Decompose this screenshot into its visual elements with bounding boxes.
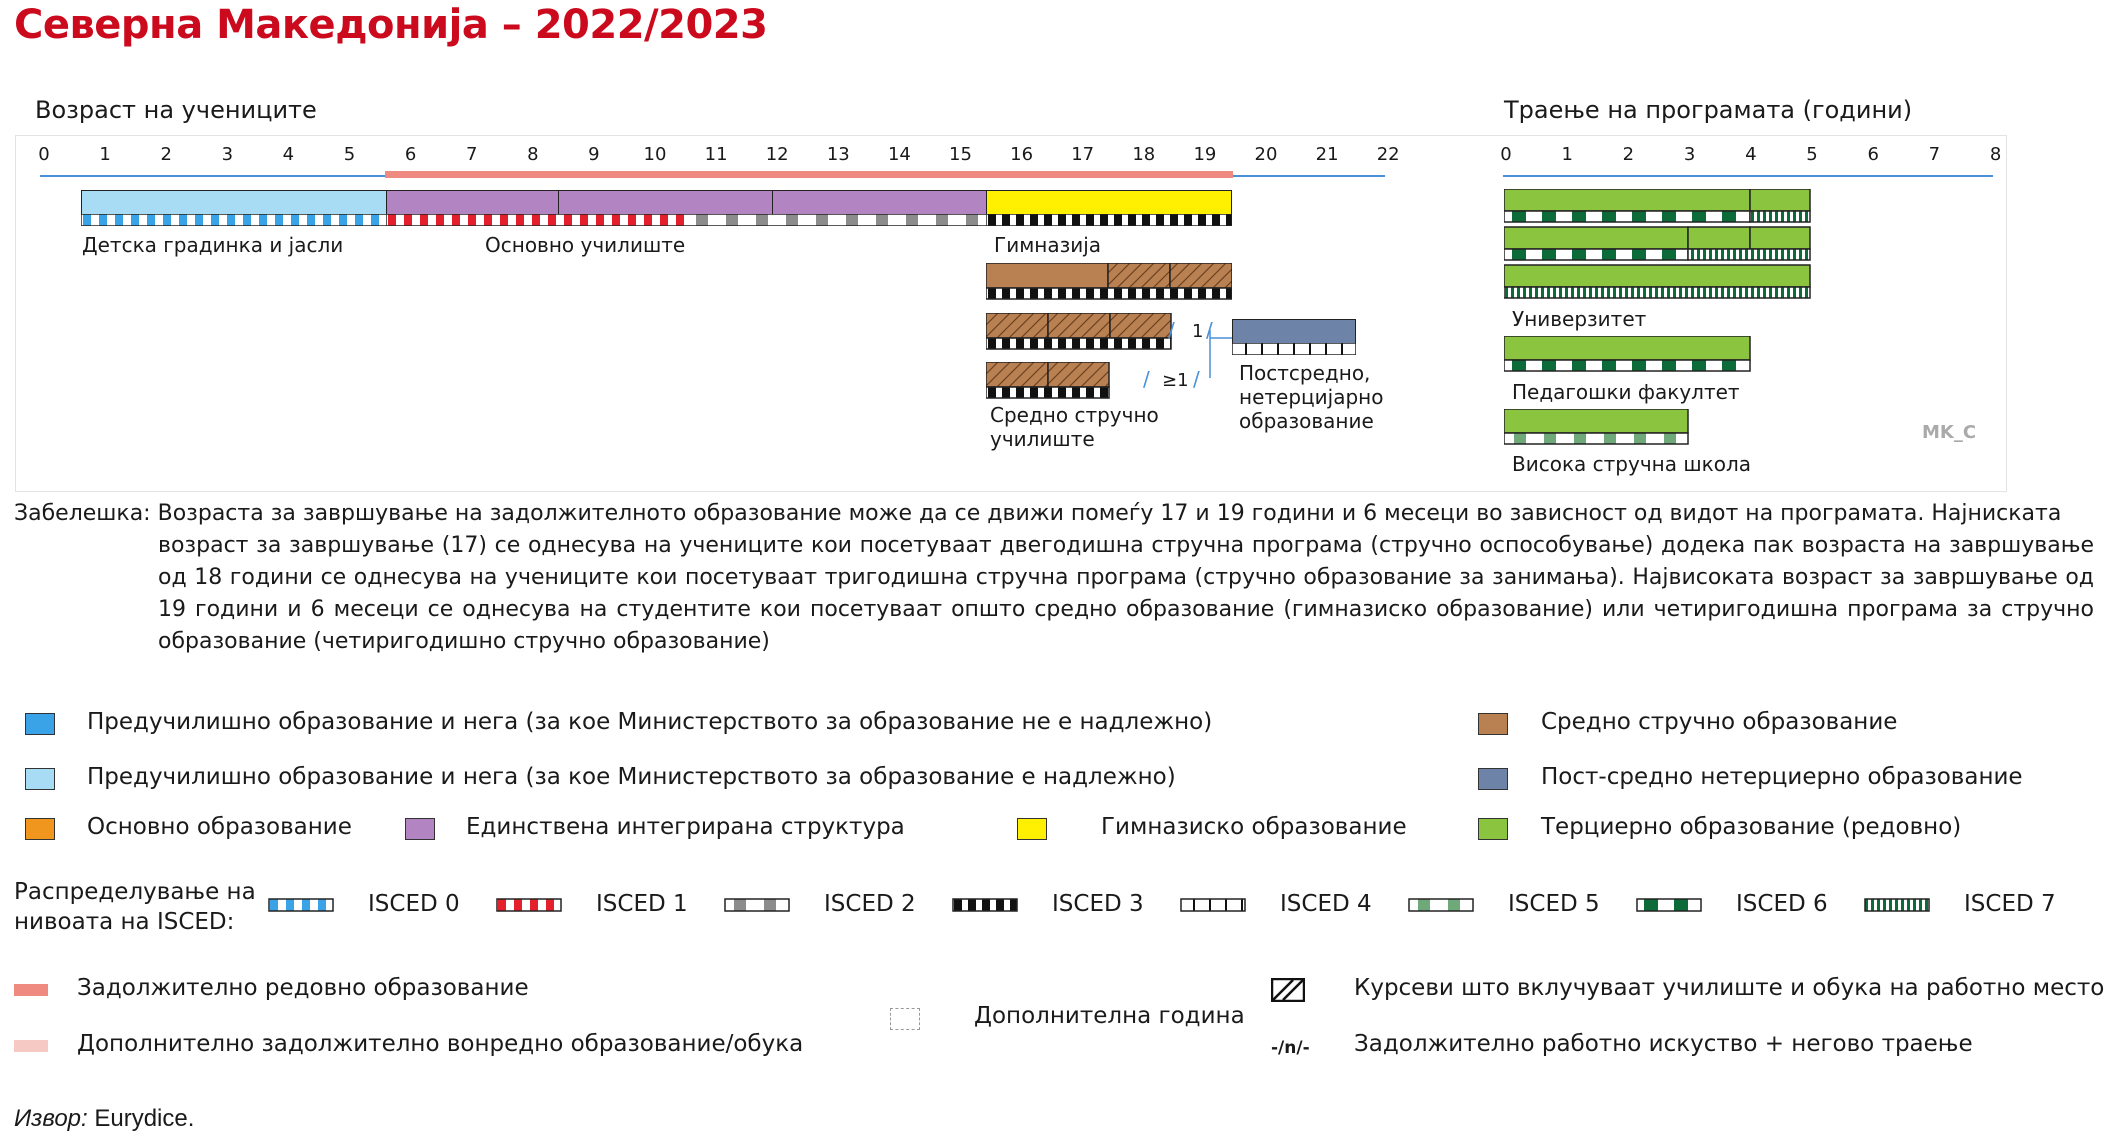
duration-tick: 8	[1989, 144, 2002, 165]
legend-work-exp: Задолжително работно искуство + негово траење	[1354, 1031, 1973, 1057]
legend-swatch-compulsory	[14, 984, 48, 996]
vocational-3yr-bar	[986, 313, 1172, 350]
note-body: возраст за завршување (17) се однесува на учениците кои посетуваат двегодишна стручна програма (стручно оспособување) додека пак возраста на завршување од 18 години се однесува на учениците кои посетуваат тригодишна стручна програма (стручно образование за занимања). Највисоката возраст за завршување од 19 години и 6 месеци се однесува на студентите кои посетуваат општо средно образование (гимназиско образование) или четиригодишна програма за стручно образование (четиригодишно стручно образование)	[158, 533, 2094, 654]
age-tick: 14	[887, 144, 911, 165]
duration-tick: 2	[1622, 144, 1635, 165]
age-tick: 16	[1010, 144, 1034, 165]
age-tick: 8	[527, 144, 539, 165]
isced-level-label: ISCED 0	[368, 891, 460, 917]
isced-pattern-swatch	[1864, 898, 1930, 913]
note	[14, 498, 2094, 658]
pedagogical-label: Педагошки факултет	[1512, 380, 1740, 404]
note-label: Забелешка:	[14, 501, 151, 526]
legend-compulsory-extra: Дополнително задолжително вонредно образование/обука	[77, 1031, 804, 1057]
age-tick: 7	[465, 144, 478, 165]
isced-pattern-swatch	[1408, 898, 1474, 913]
work-exp-marker-1b: /	[1206, 318, 1213, 342]
legend-postsec: Пост-средно нетерциерно образование	[1541, 764, 2023, 790]
primary-isced-strip	[386, 214, 988, 226]
work-exp-icon: -/n/-	[1271, 1038, 1310, 1058]
preschool-label: Детска градинка и јасли	[82, 233, 344, 257]
duration-tick: 4	[1745, 144, 1757, 165]
age-tick: 11	[704, 144, 728, 165]
duration-tick: 0	[1500, 144, 1512, 165]
legend-swatch-preschool-min	[25, 768, 55, 790]
legend-swatch-single	[405, 818, 435, 840]
isced-pattern-swatch	[952, 898, 1018, 913]
work-exp-value-2: ≥1	[1162, 370, 1189, 391]
duration-tick: 1	[1561, 144, 1573, 165]
university-bars	[1504, 189, 1814, 301]
combined-course-icon	[1271, 978, 1305, 1002]
legend-swatch-preschool-not-min	[25, 713, 55, 735]
age-tick: 12	[765, 144, 789, 165]
age-axis-header: Возраст на учениците	[35, 96, 317, 124]
primary-bar-3	[772, 190, 988, 215]
isced-pattern-swatch	[496, 898, 562, 913]
source-label: Извор:	[14, 1105, 88, 1132]
duration-tick: 6	[1867, 144, 1879, 165]
isced-pattern-swatch	[724, 898, 790, 913]
extra-year-icon	[890, 1008, 920, 1030]
isced-pattern-swatch	[268, 898, 334, 913]
postsec-label: Постсредно, нетерцијарно образование	[1239, 361, 1384, 433]
primary-label: Основно училиште	[485, 233, 686, 257]
age-tick: 19	[1193, 144, 1217, 165]
legend-swatch-gymnasium	[1017, 818, 1047, 840]
source-value: Eurydice.	[87, 1105, 195, 1132]
vocational-4yr-bar	[986, 263, 1232, 300]
note-first-line: Возраста за завршување на задолжителното образование може да се движи помеѓу 17 и 19 години и 6 месеци во зависност од видот на програмата. Најниската	[157, 501, 2062, 526]
gymnasium-bar	[986, 190, 1232, 215]
work-exp-marker-2b: /	[1193, 367, 1200, 391]
legend-extra-year: Дополнителна година	[974, 1003, 1245, 1029]
legend-preschool-not-min: Предучилишно образование и нега (за кое Министерството за образование не е надлежно)	[87, 709, 1213, 735]
legend-preschool-min: Предучилишно образование и нега (за кое Министерството за образование е надлежно)	[87, 764, 1176, 790]
postsec-isced4-strip	[1232, 343, 1356, 355]
vocational-2yr-bar	[986, 362, 1110, 399]
work-exp-marker-1: /	[1168, 318, 1175, 342]
age-tick: 2	[160, 144, 172, 165]
isced-level-label: ISCED 6	[1736, 891, 1828, 917]
age-tick: 4	[282, 144, 295, 165]
compulsory-education-bar	[385, 171, 1233, 178]
isced-level-label: ISCED 1	[596, 891, 688, 917]
pedagogical-bar	[1504, 336, 1752, 373]
age-tick: 5	[343, 144, 356, 165]
legend-swatch-postsec	[1478, 768, 1508, 790]
isced-level-label: ISCED 2	[824, 891, 916, 917]
isced-pattern-swatch	[1636, 898, 1702, 913]
age-tick: 22	[1376, 144, 1400, 165]
vocational-label: Средно стручно училиште	[990, 403, 1159, 451]
gymnasium-label: Гимназија	[994, 233, 1102, 257]
legend-combined: Курсеви што вклучуваат училиште и обука на работно место	[1354, 975, 2105, 1001]
university-label: Универзитет	[1512, 307, 1647, 331]
isced-level-label: ISCED 4	[1280, 891, 1372, 917]
prof-highschool-label: Висока стручна школа	[1512, 452, 1751, 476]
prof-highschool-bar	[1504, 409, 1690, 446]
isced-label: Распределување на нивоата на ISCED:	[14, 879, 256, 935]
postsec-bar	[1232, 319, 1356, 344]
isced-level-label: ISCED 7	[1964, 891, 2056, 917]
age-tick: 9	[588, 144, 600, 165]
age-tick: 10	[643, 144, 667, 165]
legend-primary: Основно образование	[87, 814, 352, 840]
age-tick: 6	[404, 144, 417, 165]
duration-axis-header: Траење на програмата (години)	[1504, 96, 1913, 124]
age-tick: 13	[826, 144, 850, 165]
primary-bar-2	[558, 190, 774, 215]
age-tick: 20	[1254, 144, 1278, 165]
isced-pattern-swatch	[1180, 898, 1246, 913]
gymnasium-isced3-strip	[986, 214, 1232, 226]
legend-compulsory: Задолжително редовно образование	[77, 975, 529, 1001]
legend-swatch-vocational	[1478, 713, 1508, 735]
country-code: MK_C	[1922, 422, 1977, 443]
legend-swatch-primary	[25, 818, 55, 840]
duration-tick: 7	[1928, 144, 1941, 165]
legend-tertiary: Терциерно образование (редовно)	[1541, 814, 1962, 840]
age-tick: 1	[99, 144, 111, 165]
legend-vocational: Средно стручно образование	[1541, 709, 1898, 735]
preschool-bar	[81, 190, 387, 215]
age-tick: 3	[221, 144, 234, 165]
age-tick: 18	[1132, 144, 1156, 165]
legend-swatch-tertiary	[1478, 818, 1508, 840]
duration-tick: 3	[1683, 144, 1696, 165]
source	[14, 1105, 194, 1133]
duration-axis-line	[1503, 175, 1993, 177]
legend-swatch-compulsory-extra	[14, 1040, 48, 1052]
preschool-isced0-strip	[81, 214, 387, 226]
age-tick: 15	[949, 144, 972, 165]
legend-single: Единствена интегрирана структура	[466, 814, 905, 840]
work-exp-marker-2: /	[1143, 367, 1150, 391]
isced-level-label: ISCED 3	[1052, 891, 1144, 917]
isced-level-label: ISCED 5	[1508, 891, 1600, 917]
age-tick: 21	[1315, 144, 1339, 165]
work-exp-value-1: 1	[1192, 321, 1204, 342]
page-title: Северна Македонија – 2022/2023	[14, 2, 768, 48]
legend-gymnasium: Гимназиско образование	[1101, 814, 1407, 840]
primary-bar-1	[386, 190, 560, 215]
duration-tick: 5	[1806, 144, 1818, 165]
age-tick: 0	[38, 144, 50, 165]
age-tick: 17	[1071, 144, 1095, 165]
